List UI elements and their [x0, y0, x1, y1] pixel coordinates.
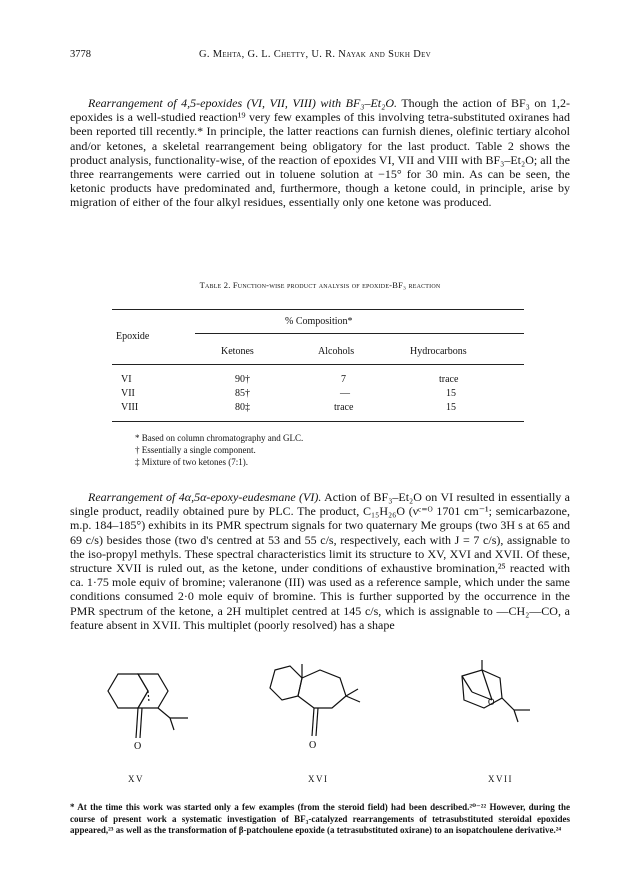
- table-row-hydrocarbons: 15: [446, 388, 456, 399]
- section-lead-eudesmane: Rearrangement of 4α,5α-epoxy-eudesmane (VI).: [88, 490, 322, 504]
- table-row-ketones: 90†: [235, 374, 250, 385]
- table-caption-label: Table 2.: [199, 280, 231, 290]
- table-footnote: * Based on column chromatography and GLC.: [135, 433, 304, 443]
- table-row-hydrocarbons: 15: [446, 402, 456, 413]
- col-header-alcohols: Alcohols: [318, 346, 355, 357]
- paragraph-body-1: Though the action of BF₃ on 1,2-epoxides is a well-studied reaction¹⁹ very few examples of this involving tetra-substituted oxiranes had been reported till recently.* In principle, the latter reactions can furnish dienes, olefinic tertiary alcohol and/or ketones, a skeletal rearrangement being obligatory for the last product. Table 2 shows the product analysis, functionality-wise, of the reaction of epoxides VI, VII and VIII with BF₃–Et₂O; all the three rearrangements were carried out in toluene solution at −15° for 30 min. As can be seen, the ketonic products have predominated and, furthermore, though a ketone could, in principle, arise by migration of either of the four alkyl residues, essentially only one ketone was produced.: [70, 96, 570, 210]
- table-row-alcohols: 7: [341, 374, 346, 385]
- table-footnote: † Essentially a single component.: [135, 445, 256, 455]
- table-row-epoxide: VI: [121, 374, 132, 385]
- chemical-structures: [70, 656, 570, 784]
- structures-drawing: [70, 656, 570, 784]
- structure-label-xvii: XVII: [488, 774, 513, 784]
- page-number: 3778: [70, 49, 91, 60]
- table-caption: [150, 280, 490, 291]
- table-row-alcohols: trace: [334, 402, 354, 413]
- table-group-header: % Composition*: [285, 316, 353, 327]
- table-row-ketones: 80‡: [235, 402, 250, 413]
- table-stub-header: Epoxide: [116, 331, 150, 342]
- table-top-rule: [112, 309, 524, 310]
- running-header: [70, 49, 560, 63]
- structure-xvi-oxygen: O: [309, 740, 317, 751]
- table-row-alcohols: —: [340, 388, 350, 399]
- table-group-rule: [195, 333, 524, 334]
- structure-xv: [108, 674, 188, 738]
- col-header-hydrocarbons: Hydrocarbons: [410, 346, 467, 357]
- table-row-hydrocarbons: trace: [439, 374, 459, 385]
- structure-xv-oxygen: O: [134, 741, 142, 752]
- structure-label-xvi: XVI: [308, 774, 329, 784]
- table-bottom-rule: [112, 421, 524, 422]
- paragraph-epoxide-rearrangement: [70, 96, 570, 210]
- structure-xvii: [462, 660, 530, 722]
- table-footnotes: [135, 432, 303, 468]
- table-caption-text: Function-wise product analysis of epoxide-BF₃ reaction: [232, 280, 441, 290]
- page-footnote: * At the time this work was started only a few examples (from the steroid field) had been described.²⁰⁻²² However, during the course of present work a systematic investigation of BF₃-catalyzed rearrangements of tetrasubstituted steroidal epoxides appeared,²³ as well as the transformation of β-patchoulene epoxide (a tetrasubstituted oxirane) to an isopatchoulene derivative.²⁴: [70, 802, 570, 836]
- table-row-ketones: 85†: [235, 388, 250, 399]
- table-footnote: ‡ Mixture of two ketones (7:1).: [135, 457, 248, 467]
- section-lead-epoxides: Rearrangement of 4,5-epoxides (VI, VII, VIII) with BF₃–Et₂O.: [88, 96, 397, 110]
- table-row-epoxide: VIII: [121, 402, 139, 413]
- paragraph-eudesmane-rearrangement: [70, 490, 570, 632]
- structure-xvi: [270, 664, 360, 736]
- structure-xvii-oxygen: O: [488, 697, 495, 707]
- table-row-epoxide: VII: [121, 388, 135, 399]
- running-authors: G. Mehta, G. L. Chetty, U. R. Nayak and Sukh Dev: [198, 49, 432, 60]
- table-header-rule: [112, 364, 524, 365]
- paragraph-body-2: Action of BF₃–Et₂O on VI resulted in essentially a single product, readily obtained pure by PLC. The product, C₁₅H₂₆O (νᶜ⁼ᴼ 1701 cm⁻¹; semicarbazone, m.p. 184–185°) exhibits in its PMR spectrum signals for two quaternary Me groups (two 3H s at 65 and 69 c/s) besides those (two d's centred at 53 and 55 c/s, respectively, each with J = 7 c/s), assignable to the iso-propyl methyls. These spectral characteristics limit its structure to XV, XVI and XVII. Of these, structure XVII is ruled out, as the ketone, under conditions of exhaustive bromination,²⁵ reacted with ca. 1·75 mole equiv of bromine; valeranone (III) was used as a reference sample, which under the same conditions consumed 2·0 mole equiv of bromine. This is further supported by the occurrence in the PMR spectrum of the ketone, a 2H multiplet centred at 145 c/s, which is assignable to —CH₂—CO, a feature absent in XVII. This multiplet (poorly resolved) has a shape: [70, 490, 570, 632]
- col-header-ketones: Ketones: [221, 346, 254, 357]
- structure-label-xv: XV: [128, 774, 144, 784]
